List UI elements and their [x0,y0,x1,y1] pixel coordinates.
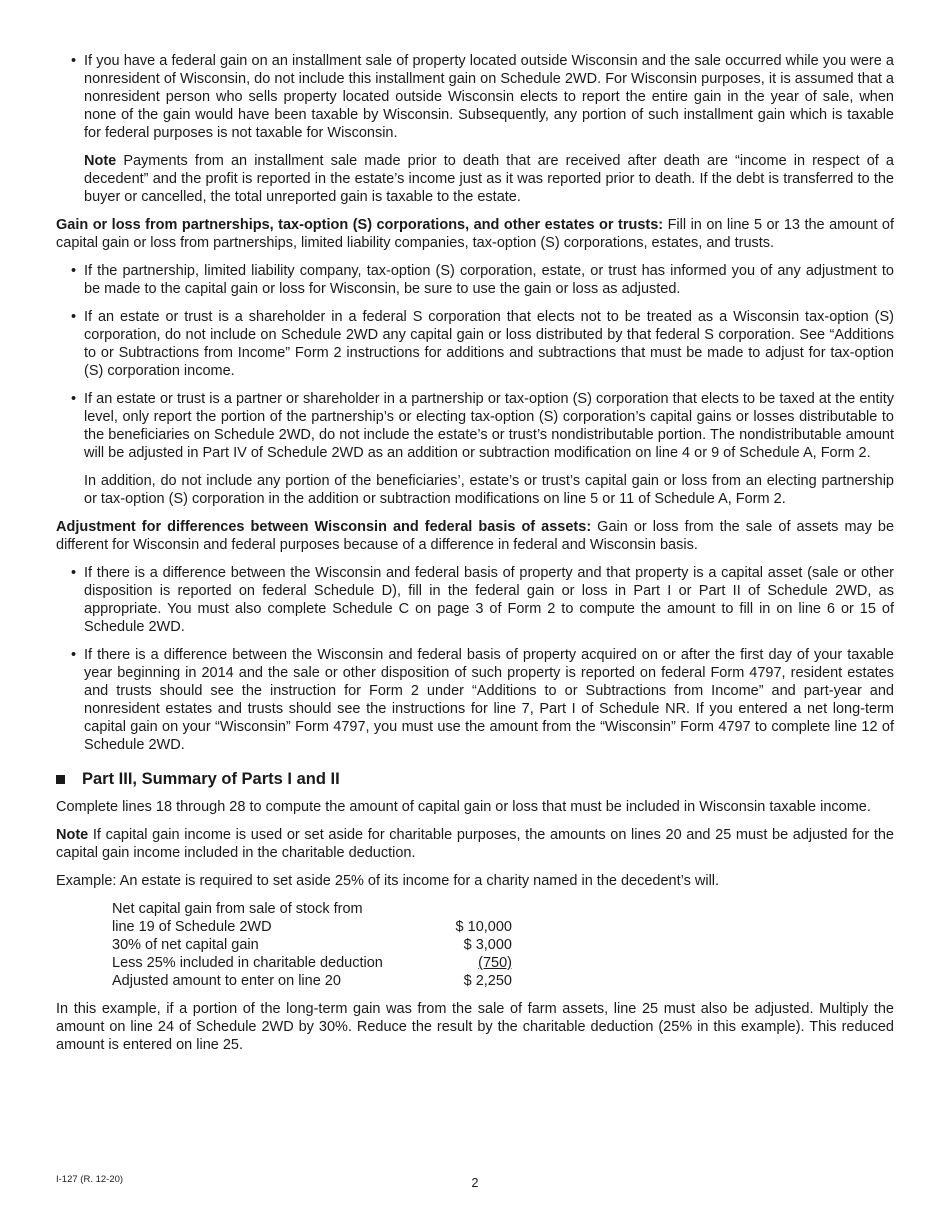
bullet-text: If there is a difference between the Wisconsin and federal basis of property acquired on or after the first day of your taxable year beginning in 2014 and the sale or other disposition of such property is reported on federal Form 4797, resident estates and trusts should see the instruction for Form 2 under “Additions to or Subtractions from Income” and part-year and nonresident estates and trusts should see the instructions for line 7, Part I of Schedule NR. If you entered a net long-term capital gain on your “Wisconsin” Form 4797, you must use the amount from the “Wisconsin” Form 4797 to complete line 12 of Schedule 2WD. [84,647,894,753]
row-label: Net capital gain from sale of stock from [112,901,363,917]
page-number: 2 [471,1176,479,1190]
note-text: If capital gain income is used or set aside for charitable purposes, the amounts on lines 20 and 25 must be adjusted for the capital gain income included in the charitable deduction. [56,827,894,861]
bullet-text: If an estate or trust is a shareholder in a federal S corporation that elects not to be treated as a Wisconsin tax-option (S) corporation, do not include on Schedule 2WD any capital gain or loss distributed by that federal S corporation. See “Additions to or Subtractions from Income” Form 2 instructions for additions and subtractions that must be made to adjust for tax-option (S) corporation income. [84,309,894,379]
part3-intro: Complete lines 18 through 28 to compute the amount of capital gain or loss that must be included in Wisconsin taxable income. [56,799,871,815]
table-row [112,954,512,972]
partnerships-paragraph [56,216,894,252]
square-bullet-icon [56,775,65,784]
row-amount: $ 2,250 [463,973,512,989]
row-label: Less 25% included in charitable deduction [112,955,383,971]
instructions-page [56,52,894,1064]
table-row [112,972,512,990]
row-amount [444,900,512,918]
note-label: Note [56,827,89,843]
bullet-dot: • [71,647,77,663]
part3-heading-text: Part III, Summary of Parts I and II [82,770,340,788]
adjustment-label: Adjustment for differences between Wisconsin and federal basis of assets: [56,519,592,535]
bullet-partnership-adjustment [56,262,894,298]
partnerships-label: Gain or loss from partnerships, tax-option (S) corporations, and other estates or trusts: [56,217,664,233]
bullet-dot: • [71,391,77,407]
note-text: Payments from an installment sale made prior to death that are received after death are “income in respect of a decedent” and the profit is reported in the estate’s income just as it was reported prior to death. If the debt is transferred to the buyer or cancelled, the total unreported gain is taxable to the estate. [84,153,894,205]
addition-paragraph: In addition, do not include any portion of the beneficiaries’, estate’s or trust’s capital gain or loss from an electing partnership or tax-option (S) corporation in the addition or subtraction modifications on line 5 or 11 of Schedule A, Form 2. [84,473,894,507]
part3-heading [56,770,894,788]
bullet-text: If an estate or trust is a partner or shareholder in a partnership or tax-option (S) corporation that elects to be taxed at the entity level, only report the portion of the partnership’s or electing tax-option (S) corporation’s capital gains or losses distributable to the beneficiaries on Schedule 2WD, do not include the estate’s or trust’s nondistributable portion. The nondistributable amount will be adjusted in Part IV of Schedule 2WD as an addition or subtraction modification on line 4 or 9 of Schedule A, Form 2. [84,391,894,461]
bullet-installment-nonresident [56,52,894,142]
bullet-capital-asset-basis [56,564,894,636]
row-label: Adjusted amount to enter on line 20 [112,973,341,989]
row-label: 30% of net capital gain [112,937,259,953]
note-installment [56,152,894,206]
table-row [112,918,512,936]
partnerships-text: Fill in on line 5 or 13 the amount of capital gain or loss from partnerships, limited liability companies, tax-option (S) corporations, estates, and trusts. [56,217,894,251]
bullet-dot: • [71,309,77,325]
bullet-federal-s-corporation [56,308,894,380]
note-label: Note [84,153,117,169]
bullet-dot: • [71,263,77,279]
bullet-form-4797-basis [56,646,894,754]
row-amount [444,954,512,972]
underlined-amount: (750) [478,955,512,971]
bullet-dot: • [71,53,77,69]
table-row [112,936,512,954]
closing-paragraph: In this example, if a portion of the long-term gain was from the sale of farm assets, line 25 must also be adjusted. Multiply the amount on line 24 of Schedule 2WD by 30%. Reduce the result by the charitable deduction (25% in this example). This reduced amount is entered on line 25. [56,1001,894,1053]
part3-note [56,826,894,862]
row-amount: $ 10,000 [455,919,512,935]
bullet-text: If you have a federal gain on an installment sale of property located outside Wisconsin and the sale occurred while you were a nonresident of Wisconsin, do not include this installment gain on Schedule 2WD. For Wisconsin purposes, it is assumed that a nonresident person who sells property located outside Wisconsin elects to report the entire gain in the year of sale, when none of the gain would have been taxable by Wisconsin. Subsequently, any portion of such installment gain which is taxable for federal purposes is not taxable for Wisconsin. [84,53,894,141]
bullet-text: If there is a difference between the Wisconsin and federal basis of property and that property is a capital asset (sale or other disposition is reported on federal Schedule D), fill in the federal gain or loss in Part I or Part II of Schedule 2WD, as appropriate. You must also complete Schedule C on page 3 of Form 2 to compute the amount to fill in on line 6 or 15 of Schedule 2WD. [84,565,894,635]
adjustment-text: Gain or loss from the sale of assets may be different for Wisconsin and federal purposes because of a difference in federal and Wisconsin basis. [56,519,895,553]
bullet-text: If the partnership, limited liability company, tax-option (S) corporation, estate, or trust has informed you of any adjustment to be made to the capital gain or loss for Wisconsin, be sure to use the gain or loss as adjusted. [84,263,894,297]
example-intro: Example: An estate is required to set aside 25% of its income for a charity named in the decedent’s will. [56,873,720,889]
bullet-entity-level-tax [56,390,894,462]
form-id: I-127 (R. 12-20) [56,1174,124,1185]
row-amount: $ 3,000 [463,937,512,953]
adjustment-paragraph [56,518,894,554]
bullet-dot: • [71,565,77,581]
row-label: line 19 of Schedule 2WD [112,919,272,935]
example-table [112,900,512,990]
table-row [112,900,512,918]
